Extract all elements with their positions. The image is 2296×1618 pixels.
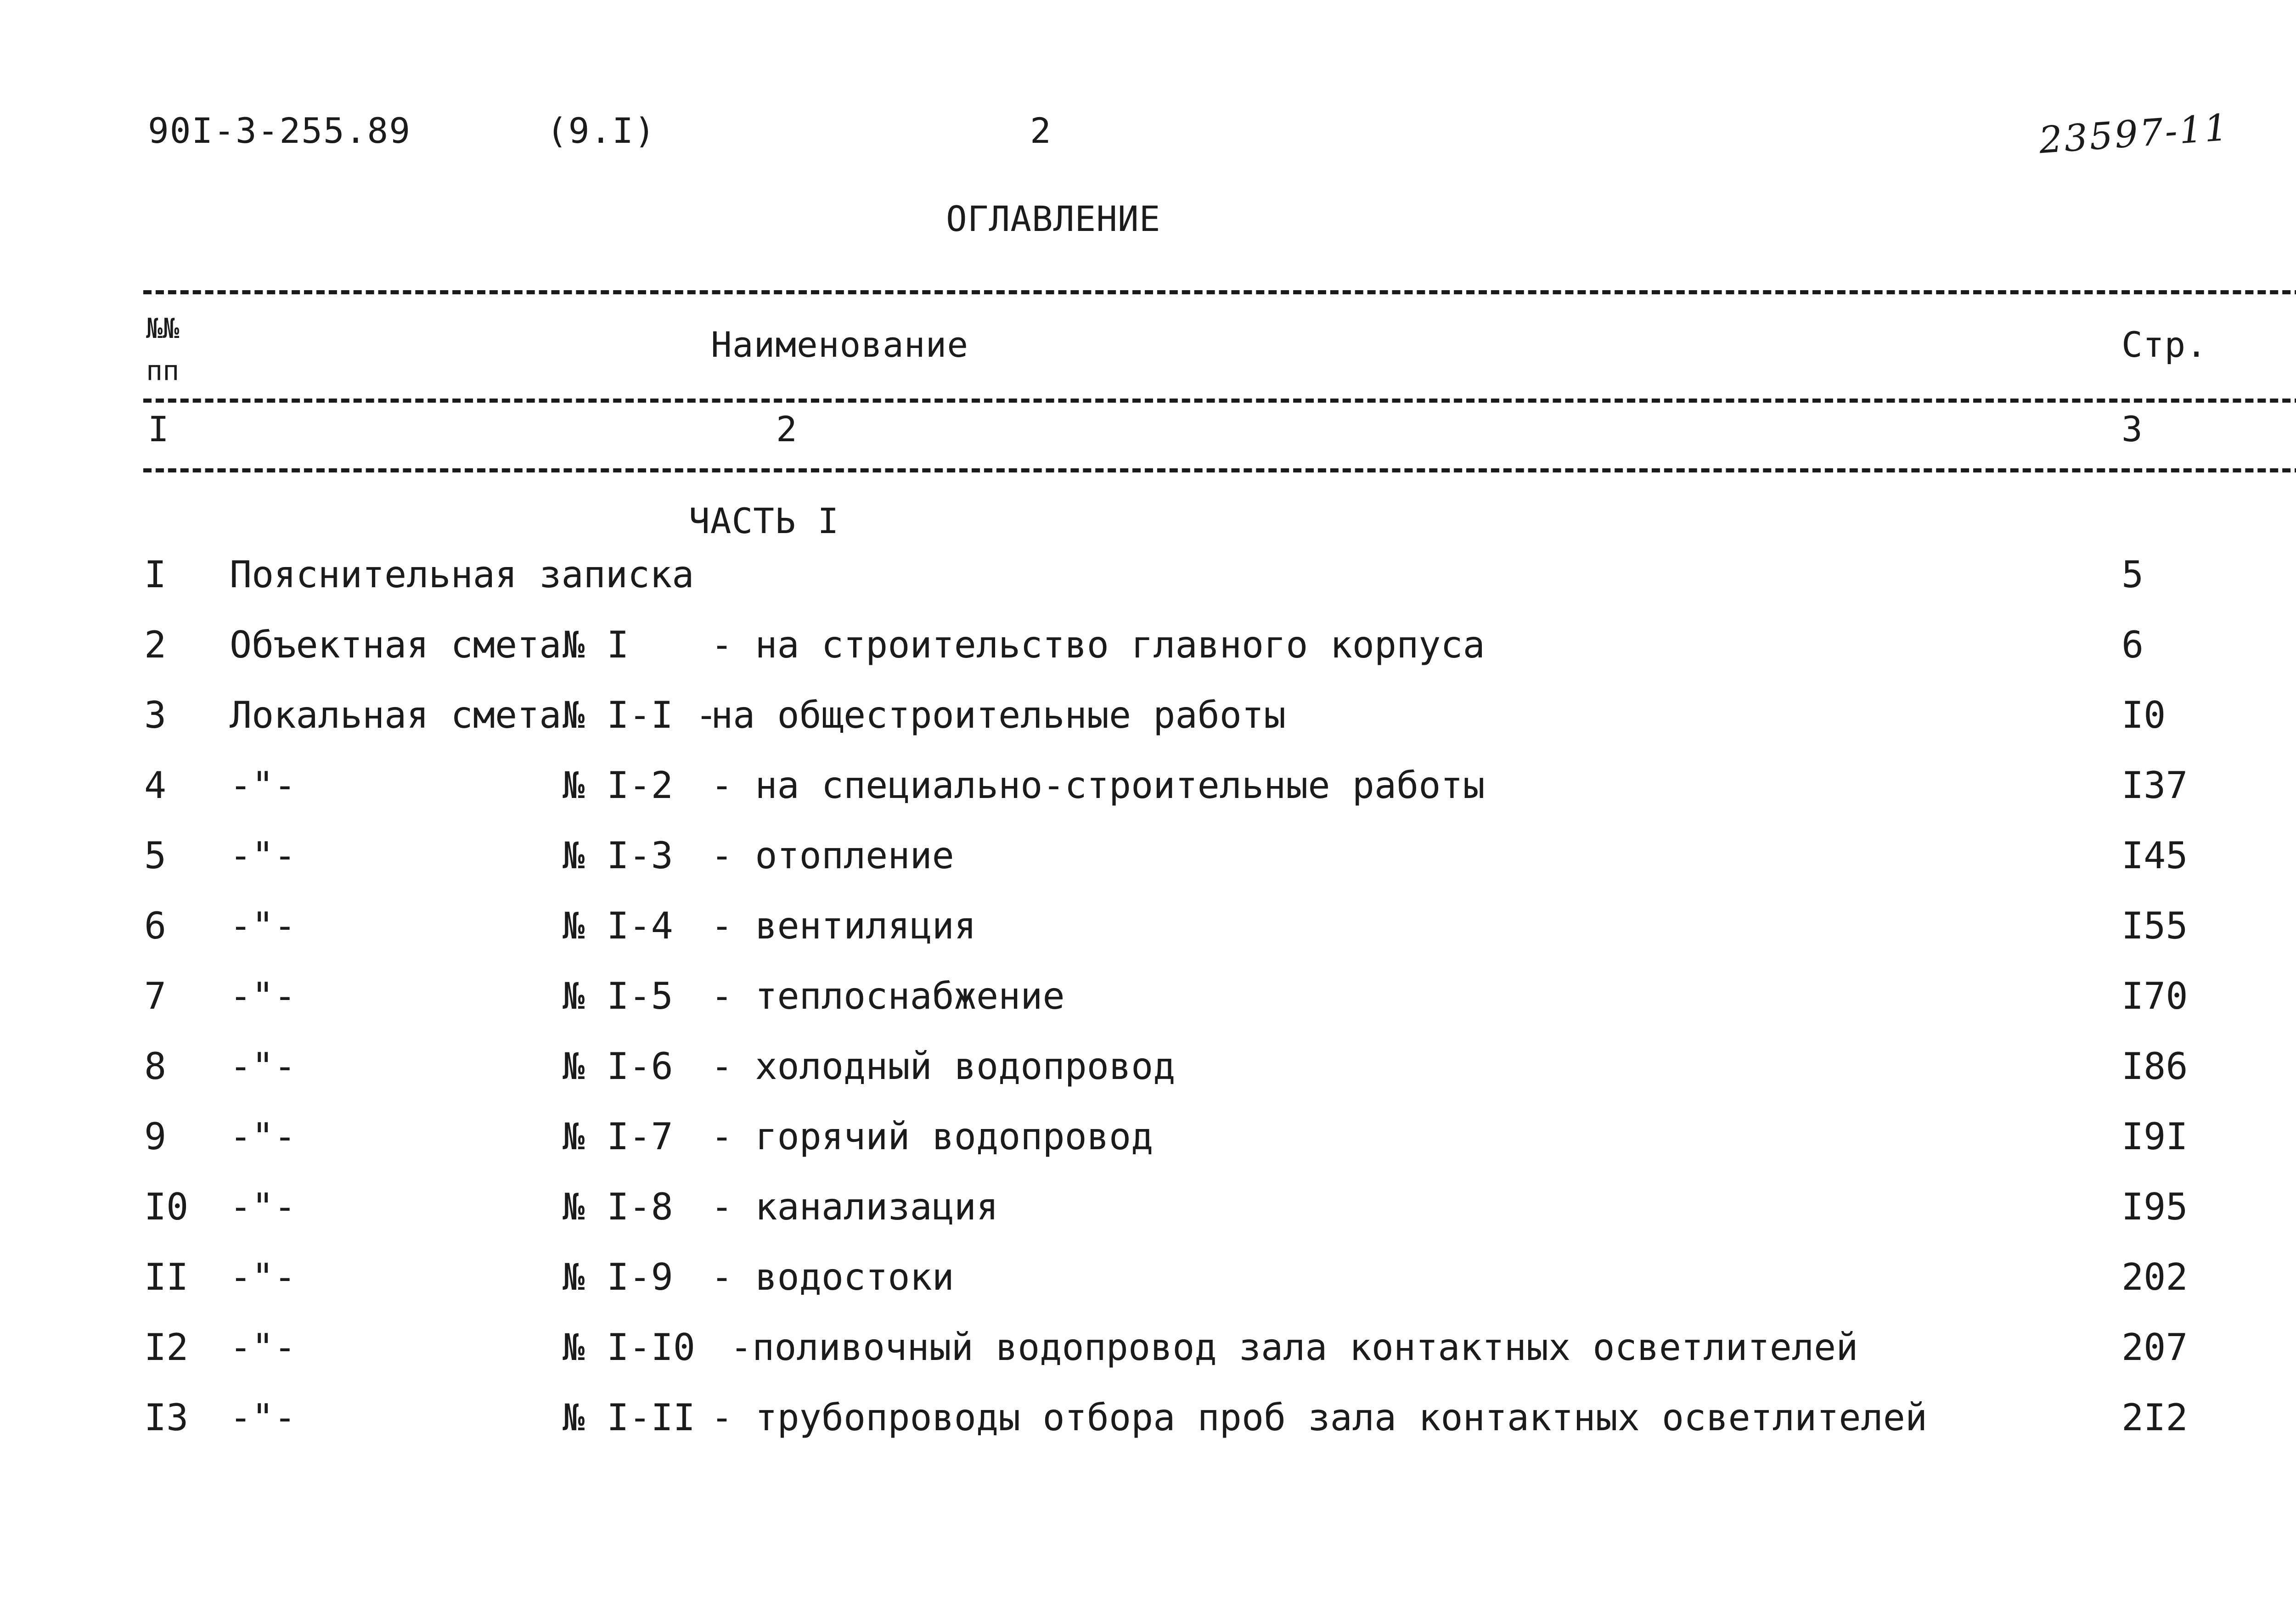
row-number: I3 [144, 1396, 189, 1439]
row-number: 3 [144, 694, 167, 736]
column-index-3: 3 [2122, 409, 2143, 449]
row-number: II [144, 1256, 189, 1298]
row-code: № I-2 [563, 764, 673, 807]
row-title: Объектная смета [230, 624, 562, 666]
row-page: I37 [2122, 764, 2188, 807]
table-index-rule [143, 468, 2296, 472]
row-description: - холодный водопровод [711, 1045, 1176, 1088]
row-number: 2 [144, 624, 167, 666]
row-description: - канализация [711, 1185, 999, 1228]
row-description: - отопление [711, 834, 954, 877]
column-index-1: I [148, 409, 169, 449]
row-description: - трубопроводы отбора проб зала контактных осветлителей [711, 1396, 1928, 1439]
row-page: 6 [2122, 624, 2144, 666]
row-number: 9 [144, 1115, 167, 1158]
row-number: I2 [144, 1326, 189, 1369]
row-description: -поливочный водопровод зала контактных осветлителей [730, 1326, 1858, 1369]
row-number: 7 [144, 975, 167, 1017]
row-description: - на строительство главного корпуса [711, 624, 1485, 666]
column-index-2: 2 [776, 409, 798, 449]
row-description: - теплоснабжение [711, 975, 1065, 1017]
row-number: 4 [144, 764, 167, 807]
row-number: 5 [144, 834, 167, 877]
row-title: -"- [230, 905, 296, 947]
row-page: I0 [2122, 694, 2166, 736]
row-code: № I [563, 624, 629, 666]
row-number: I0 [144, 1185, 189, 1228]
column-header-page: Стр. [2122, 324, 2208, 365]
row-code: № I-8 [563, 1185, 673, 1228]
handwritten-inventory-number: 23597-11 [2037, 106, 2231, 162]
row-title: -"- [230, 975, 296, 1017]
section-number: (9.I) [546, 110, 656, 151]
page-title: ОГЛАВЛЕНИЕ [946, 198, 1161, 239]
row-code: № I-I - [563, 694, 718, 736]
row-description: - вентиляция [711, 905, 976, 947]
page-number: 2 [1030, 110, 1052, 151]
row-page: I70 [2122, 975, 2188, 1017]
row-number: I [144, 553, 167, 596]
row-page: I9I [2122, 1115, 2188, 1158]
row-title: -"- [230, 1115, 296, 1158]
row-code: № I-6 [563, 1045, 673, 1088]
row-description: на общестроительные работы [711, 694, 1286, 736]
row-page: 2I2 [2122, 1396, 2188, 1439]
row-title: -"- [230, 1256, 296, 1298]
row-page: 202 [2122, 1256, 2188, 1298]
table-top-rule [143, 290, 2296, 294]
row-code: № I-II [563, 1396, 695, 1439]
row-page: I95 [2122, 1185, 2188, 1228]
row-number: 8 [144, 1045, 167, 1088]
row-code: № I-3 [563, 834, 673, 877]
row-title: -"- [230, 1396, 296, 1439]
row-code: № I-I0 [563, 1326, 695, 1369]
document-code: 90I-3-255.89 [148, 110, 411, 151]
column-header-num [146, 308, 179, 392]
row-description: - горячий водопровод [711, 1115, 1154, 1158]
row-title: -"- [230, 764, 296, 807]
row-number: 6 [144, 905, 167, 947]
row-description: - водостоки [711, 1256, 954, 1298]
row-code: № I-4 [563, 905, 673, 947]
column-header-num-line2: пп [146, 355, 180, 387]
row-page: 5 [2122, 553, 2144, 596]
row-title: -"- [230, 1326, 296, 1369]
table-header-rule [143, 399, 2296, 403]
row-page: I86 [2122, 1045, 2188, 1088]
column-header-name: Наименование [711, 324, 969, 365]
row-code: № I-9 [563, 1256, 673, 1298]
row-page: I45 [2122, 834, 2188, 877]
row-title: -"- [230, 1185, 296, 1228]
row-title: Пояснительная записка [230, 553, 694, 596]
row-title: -"- [230, 834, 296, 877]
part-label: ЧАСТЬ I [689, 500, 839, 541]
row-title: Локальная смета [230, 694, 562, 736]
row-code: № I-5 [563, 975, 673, 1017]
row-title: -"- [230, 1045, 296, 1088]
row-code: № I-7 [563, 1115, 673, 1158]
row-description: - на специально-строительные работы [711, 764, 1485, 807]
row-page: I55 [2122, 905, 2188, 947]
column-header-num-line1: №№ [146, 313, 180, 345]
row-page: 207 [2122, 1326, 2188, 1369]
